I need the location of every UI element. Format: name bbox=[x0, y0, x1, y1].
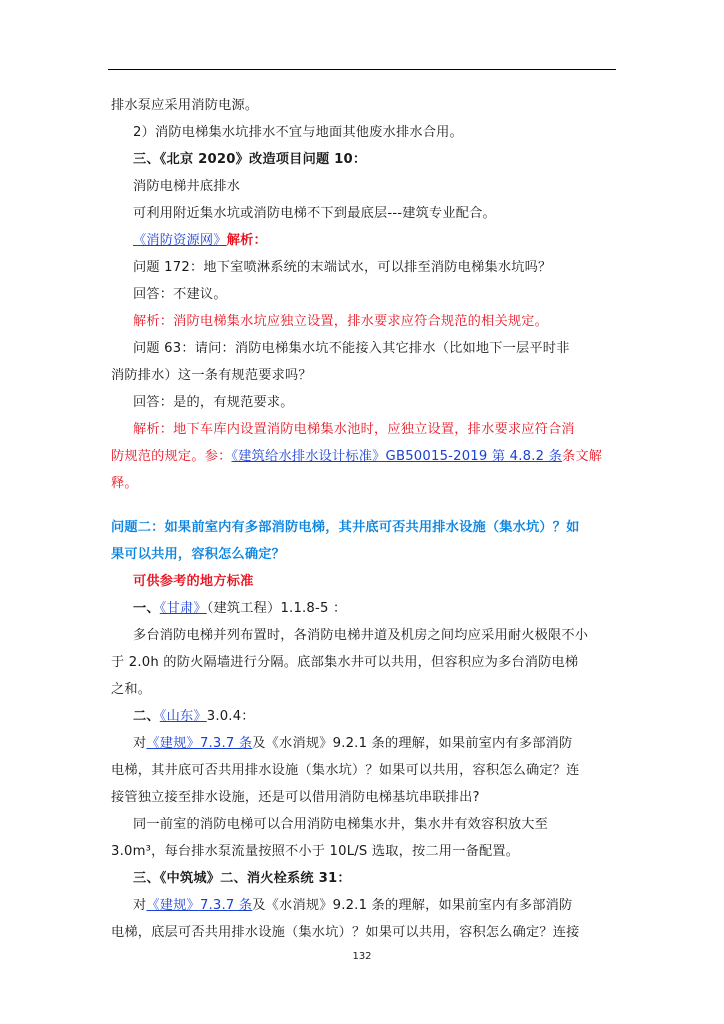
text: 及《水消规》9.2.1 条的理解，如果前室内有多部消防 bbox=[252, 898, 573, 913]
reference-heading: 可供参考的地方标准 bbox=[133, 574, 254, 589]
text-line: 同一前室的消防电梯可以合用消防电梯集水井，集水井有效容积放大至 bbox=[133, 817, 549, 832]
text-line: 3.0m³，每台排水泵流量按照不小于 10L/S 选取，按二用一备配置。 bbox=[111, 844, 520, 859]
jiangui-link[interactable]: 《建规》7.3.7 条 bbox=[146, 898, 253, 913]
analysis-line: 解析：消防电梯集水坑应独立设置，排水要求应符合规范的相关规定。 bbox=[133, 314, 549, 329]
jiangui-link[interactable]: 《建规》7.3.7 条 bbox=[146, 736, 253, 751]
text-line: 2）消防电梯集水坑排水不宜与地面其他废水排水合用。 bbox=[133, 125, 463, 140]
header-rule bbox=[108, 69, 616, 70]
section-prefix: 二、 bbox=[133, 709, 160, 724]
analysis-text: 条文解 bbox=[562, 449, 603, 464]
gansu-link[interactable]: 《甘肃》 bbox=[159, 601, 207, 616]
text-line: 消防电梯井底排水 bbox=[133, 179, 241, 194]
text-line: 之和。 bbox=[111, 682, 152, 697]
section-heading: 三、《北京 2020》改造项目问题 10： bbox=[133, 152, 367, 167]
analysis-line: 释。 bbox=[111, 476, 138, 491]
page-number: 132 bbox=[352, 951, 372, 962]
text-line bbox=[133, 735, 572, 753]
section-heading: 三、《中筑城》二、消火栓系统 31： bbox=[133, 871, 351, 886]
analysis-label: 解析： bbox=[226, 233, 267, 248]
question-line: 消防排水）这一条有规范要求吗？ bbox=[111, 368, 312, 383]
text: 对 bbox=[133, 898, 147, 913]
question-two-heading: 问题二：如果前室内有多部消防电梯，其井底可否共用排水设施（集水坑）？如 bbox=[111, 520, 580, 535]
text-line: 多台消防电梯并列布置时，各消防电梯井道及机房之间均应采用耐火极限不小 bbox=[133, 628, 589, 643]
question-line: 问题 63：请问：消防电梯集水坑不能接入其它排水（比如地下一层平时非 bbox=[133, 341, 570, 356]
text-line: 排水泵应采用消防电源。 bbox=[111, 98, 259, 113]
text: 及《水消规》9.2.1 条的理解，如果前室内有多部消防 bbox=[252, 736, 573, 751]
question-two-heading: 果可以共用，容积怎么确定？ bbox=[111, 547, 286, 562]
section-title: 3.0.4： bbox=[206, 709, 255, 724]
analysis-line bbox=[111, 448, 602, 466]
text-line: 可利用附近集水坑或消防电梯不下到最底层---建筑专业配合。 bbox=[133, 206, 496, 221]
source-line bbox=[133, 232, 267, 250]
text-line: 于 2.0h 的防火隔墙进行分隔。底部集水井可以共用，但容积应为多台消防电梯 bbox=[111, 655, 579, 670]
question-line: 问题 172：地下室喷淋系统的末端试水，可以排至消防电梯集水坑吗？ bbox=[133, 260, 552, 275]
standard-link[interactable]: 《建筑给水排水设计标准》GB50015-2019 第 4.8.2 条 bbox=[231, 449, 562, 464]
text-line bbox=[133, 897, 572, 915]
source-link[interactable]: 《消防资源网》 bbox=[133, 233, 227, 248]
section-heading bbox=[133, 600, 346, 618]
answer-line: 回答：是的，有规范要求。 bbox=[133, 395, 294, 410]
text-line: 电梯，底层可否共用排水设施（集水坑）？如果可以共用，容积怎么确定？连接 bbox=[111, 925, 580, 940]
answer-line: 回答：不建议。 bbox=[133, 287, 227, 302]
analysis-line: 解析：地下车库内设置消防电梯集水池时，应独立设置，排水要求应符合消 bbox=[133, 422, 575, 437]
shandong-link[interactable]: 《山东》 bbox=[159, 709, 207, 724]
text: 对 bbox=[133, 736, 147, 751]
analysis-text: 防规范的规定。参： bbox=[111, 449, 232, 464]
section-heading bbox=[133, 708, 255, 726]
text-line: 接管独立接至排水设施，还是可以借用消防电梯基坑串联排出? bbox=[111, 790, 480, 805]
text-line: 电梯，其井底可否共用排水设施（集水坑）？如果可以共用，容积怎么确定？连 bbox=[111, 763, 580, 778]
section-prefix: 一、 bbox=[133, 601, 160, 616]
section-title: （建筑工程）1.1.8-5 ： bbox=[206, 601, 347, 616]
